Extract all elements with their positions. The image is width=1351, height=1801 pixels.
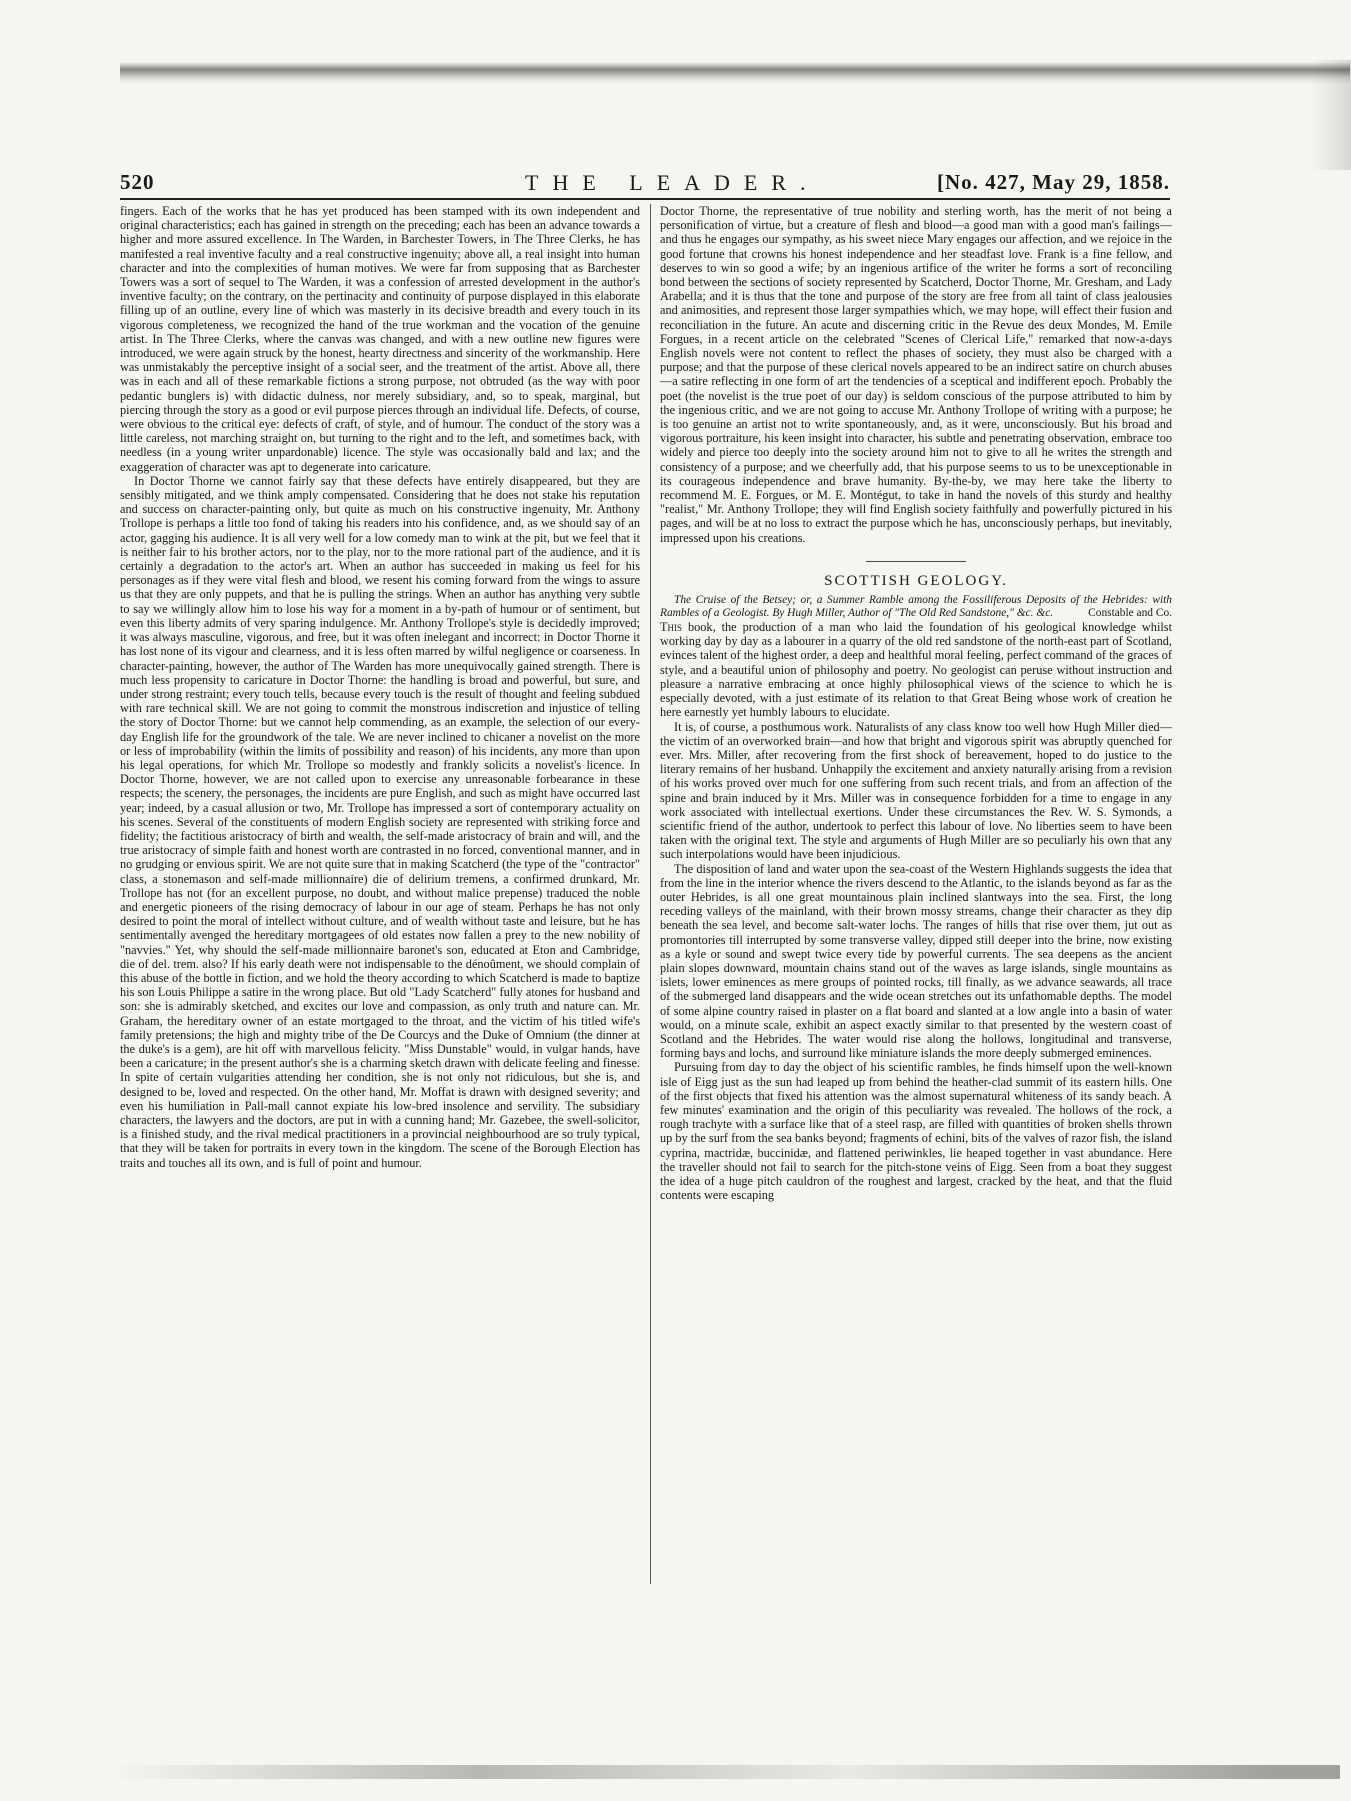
- masthead: [120, 170, 1170, 200]
- section-title: SCOTTISH GEOLOGY.: [824, 572, 1008, 589]
- edge-smudge: [1311, 60, 1351, 170]
- paragraph: fingers. Each of the works that he has yet produced has been stamped with its own independent and original characteristics; each has gained in strength on the preceding; each has been an advance towards a higher and more assured excellence. In The Warden, in Barchester Towers, in The Three Clerks, he has manifested a real inventive faculty and a real constructive ingenuity; above all, a real insight into human character and into the complexities of human motives. We were far from supposing that as Barchester Towers was a sort of sequel to The Warden, it was a confession of arrested development in the author's inventive faculty; on the contrary, on the pertinacity and continuity of purpose displayed in this elaborate filling up of an outline, every line of which was masterly in its decisive breadth and every touch in its vigorous completeness, we recognized the hand of the true workman and the vocation of the genuine artist. In The Three Clerks, where the canvas was changed, and with a new outline new figures were introduced, we were again struck by the honest, hearty directness and sincerity of the workmanship. Here was unmistakably the perceptive insight of a social seer, and the treatment of the artist. Above all, there was in each and all of these remarkable fictions a strong purpose, not obtruded (as the way with poor pedantic bunglers is) with didactic dulness, nor merely subsidiary, and, so to speak, marginal, but piercing through the story as a good or evil purpose pierces through an individual life. Defects, of course, were obvious to the critical eye: defects of craft, of style, and of humour. The conduct of the story was a little careless, not marching straight on, but turning to the right and to the left, and sometimes back, with needless (in a young writer unpardonable) licence. The style was occasionally bald and lax; and the exaggeration of character was apt to degenerate into caricature.: [120, 204, 640, 474]
- left-column: [120, 204, 640, 1170]
- header-rule: [120, 198, 1170, 200]
- page-number: 520: [120, 170, 155, 194]
- paragraph: In Doctor Thorne we cannot fairly say that these defects have entirely disappeared, but they are sensibly mitigated, and we think amply compensated. Considering that he does not stake his reputation and success on character-painting only, but quite as much on his constructive ingenuity, Mr. Anthony Trollope is perhaps a little too fond of taking his readers into his confidence, and, as we should say of an actor, gagging his audience. It is all very well for a low comedy man to wink at the pit, but we feel that it is neither fair to his brother actors, nor to the play, nor to the more rational part of the audience, and it is certainly a degradation to the actor's art. When an author has succeeded in making us feel for his personages as if they were vital flesh and blood, we resent his coming forward from the wings to assure us that they are only puppets, and that he is pulling the strings. When an author has anything very subtle to say we willingly allow him to lose his way for a moment in a by-path of humour or of sentiment, but even this liberty admits of very sparing indulgence. Mr. Anthony Trollope's style is decidedly improved; it was always masculine, vigorous, and free, but it was often inelegant and incorrect: in Doctor Thorne it has lost none of its vigour and clearness, and it is less often marred by wilful negligence or coarseness. In character-painting, however, the author of The Warden has more unequivocally gained strength. There is much less propensity to caricature in Doctor Thorne: the handling is broad and powerful, but sure, and under strong restraint; every touch tells, because every touch is the result of thought and feeling subdued with rare technical skill. We are not going to commit the monstrous indiscretion and injustice of telling the story of Doctor Thorne: but we cannot help commending, as an example, the selection of our every-day English life for the groundwork of the tale. We are never inclined to chicaner a novelist on the more or less of improbability (within the limits of possibility and reason) of his incidents, any more than upon his legal operations, for which Mr. Trollope so modestly and frankly solicits a novelist's licence. In Doctor Thorne, however, we are not called upon to exercise any unreasonable forbearance in these respects; the scenery, the personages, the incidents are pure English, and such as might have occurred last year; indeed, by a casual allusion or two, Mr. Trollope has impressed a sort of contemporary actuality on his scenes. Several of the constituents of modern English society are represented with striking force and fidelity; the factitious aristocracy of birth and wealth, the self-made aristocracy of brain and will, and the true aristocracy of simple faith and honest worth are contrasted in no forced, conventional manner, and in no grudging or envious spirit. We are not quite sure that in making Scatcherd (the type of the "contractor" class, a stonemason and self-made millionnaire) die of delirium tremens, a confirmed drunkard, Mr. Trollope has not (for an excellent purpose, no doubt, and without malice prepense) traduced the noble and energetic pioneers of the rising democracy of labour in our age of steam. Perhaps he has not only desired to point the moral of intellect without culture, and of wealth without taste and leisure, but he has sentimentally avenged the hereditary mortgagees of old estates now fallen a prey to the new nobility of "navvies." Yet, why should the self-made millionnaire baronet's son, educated at Eton and Cambridge, die of del. trem. also? If his early death were not indispensable to the dénoûment, we should complain of this abuse of the bottle in fiction, and we hold the theory according to which Scatcherd is made to baptize his son Louis Philippe a satire in the wrong place. But old "Lady Scatcherd" fully atones for husband and son: she is admirably sketched, and excites our love and compassion, as only truth and nature can. Mr. Graham, the hereditary owner of an estate mortgaged to the throat, and the victim of his titled wife's family pretensions; the high and mighty tribe of the De Courcys and the Duke of Omnium (the dinner at the duke's is a gem), are hit off with marvellous felicity. "Miss Dunstable" would, in vulgar hands, have been a caricature; in the present author's she is a charming sketch drawn with delicate feeling and finesse. In spite of certain vulgarities attending her condition, she is not only not ridiculous, but she is, and designed to be, loved and respected. On the other hand, Mr. Moffat is drawn with designed severity; and even his humiliation in Pall-mall cannot expiate his low-bred insolence and servility. The subsidiary characters, the lawyers and the doctors, are put in with a cunning hand; Mr. Gazebee, the swell-solicitor, is a finished study, and the rival medical practitioners in a provincial neighbourhood are so truly typical, that they will be taken for portraits in every town in the kingdom. The scene of the Borough Election has traits and touches all its own, and is full of point and humour.: [120, 473, 640, 1170]
- review-heading: [660, 594, 1172, 620]
- section-divider: [866, 561, 966, 562]
- paragraph: Pursuing from day to day the object of his scientific rambles, he finds himself upon the well-known isle of Eigg just as the sun had leaped up from behind the heather-clad summit of its eastern hills. One of the first objects that fixed his attention was the almost supernatural whiteness of its sandy beach. A few minutes' examination and the origin of this peculiarity was revealed. The hollows of the rock, a rough trachyte with a surface like that of a steel rasp, are filled with quantities of broken shells thrown up by the surf from the sea banks beyond; fragments of echini, bits of the valves of razor fish, the island cyprina, mactridæ, buccinidæ, and flattened periwinkles, lie heaped together in vast abundance. Here the traveller should not fail to search for the pitch-stone veins of Eigg. Seen from a boat they suggest the idea of a huge pitch cauldron of the roughest and largest, cracked by the heat, and that the fluid contents were escaping: [660, 1060, 1172, 1203]
- top-print-smear: [120, 62, 1350, 84]
- right-column: [660, 204, 1172, 1202]
- review-publisher: Constable and Co.: [1088, 607, 1172, 620]
- newspaper-title: THE LEADER.: [525, 170, 820, 195]
- paragraph-text: book, the production of a man who laid the foundation of his geological knowledge whilst working day by day as a labourer in a quarry of the old red sandstone of the north-east part of Scotland, evinces talent of the highest order, a deep and healthful moral feeling, perfect command of the graces of style, and a beautiful union of philosophy and poetry. No geologist can peruse without instruction and pleasure a narrative embracing at once highly philosophical views of the science to which he is especially devoted, with a just estimate of its relation to that Great Being whose work of creation he here earnestly yet humbly labours to elucidate.: [660, 620, 1172, 720]
- issue-date: [No. 427, May 29, 1858.: [937, 170, 1170, 194]
- lead-word: This: [660, 620, 683, 635]
- paragraph: The disposition of land and water upon the sea-coast of the Western Highlands suggests the idea that from the line in the interior whence the rivers descend to the Atlantic, to the islands beyond as far as the outer Hebrides, is all one great mountainous plain inclined slantways into the sea. First, the long receding valleys of the mainland, with their brown mossy streams, change their character as they dip beneath the sea level, and become salt-water lochs. The ranges of hills that rise over them, jut out as promontories till interrupted by some transverse valley, dipped still deeper into the brine, now existing as a kyle or sound and swept twice every tide by powerful currents. The sea deepens as the ancient plain slopes downward, mountain chains stand out of the waves as large islands, single mountains as islets, lower eminences as mere groups of pointed rocks, till finally, as we advance seawards, all trace of the submerged land disappears and the wide ocean stretches out its unfathomable depths. The model of some alpine country raised in plaster on a flat board and slanted at a low angle into a basin of water would, on a minute scale, exhibit an aspect exactly similar to that presented by the western coast of Scotland and the Hebrides. The water would rise along the hollows, longitudinal and transverse, forming bays and lochs, and surround like miniature islands the more deeply submerged eminences.: [660, 861, 1172, 1061]
- review-book-title: The Cruise of the Betsey; or, a Summer Ramble among the Fossiliferous Deposits of the Hebrides: with Rambles of a Geologist. By Hugh Miller, Author of "The Old Red Sandstone," &c. &c.: [660, 594, 1172, 620]
- paragraph: Doctor Thorne, the representative of true nobility and sterling worth, has the merit of not being a personification of virtue, but a creature of flesh and blood—a good man with a good man's failings—and thus he engages our sympathy, as his sweet niece Mary engages our affection, and we rejoice in the good fortune that crowns his honest independence and her steadfast love. Frank is a fine fellow, and deserves to win so good a wife; by an ingenious artifice of the writer he forms a sort of reconciling bond between the sections of society represented by Scatcherd, Doctor Thorne, Mr. Gresham, and Lady Arabella; and it is thus that the tone and purpose of the story are free from all taint of class jealousies and animosities, and represent those larger sympathies which, we may hope, will effect their fusion and reconciliation in the future. An acute and discerning critic in the Revue des deux Mondes, M. Emile Forgues, in a recent article on the celebrated "Scenes of Clerical Life," remarked that now-a-days English novels were not content to reflect the phases of society, they must also be charged with a purpose; and that the purpose of these clerical novels appeared to be an indirect satire on church abuses—a satire reflecting in one form of art the tendencies of a sceptical and indifferent epoch. Probably the poet (the novelist is the true poet of our day) is seldom conscious of the purpose attributed to him by the ingenious critic, and we are not going to accuse Mr. Anthony Trollope of writing with a purpose; he is too genuine an artist not to write spontaneously, and, as it were, unconsciously. But his broad and vigorous portraiture, his keen insight into character, his subtle and penetrating observation, embrace too widely and pierce too deeply into the society around him not to give to all he writes the strength and consistency of a purpose; and we cheerfully add, that his purpose seems to us to be unexceptionable in its courageous independence and brave humanity. By-the-by, we may here take the liberty to recommend M. E. Forgues, or M. E. Montégut, to take in hand the novels of this sturdy and healthy "realist," Mr. Anthony Trollope; they will find English society faithfully and powerfully pictured in his pages, and will be at no loss to extract the purpose which he has, unconsciously perhaps, but inevitably, impressed upon his creations.: [660, 204, 1172, 545]
- bottom-print-smear: [110, 1765, 1340, 1779]
- paragraph: It is, of course, a posthumous work. Naturalists of any class know too well how Hugh Miller died—the victim of an overworked brain—and how that bright and vigorous spirit was abruptly quenched for ever. Mrs. Miller, after recovering from the first shock of bereavement, hoped to do justice to the literary remains of her husband. Unhappily the excitement and anxiety naturally arising from a revision of his works proved over much for one suffering from such recent trials, and from an affection of the spine and brain induced by it Mrs. Miller was in consequence forbidden for a time to engage in any work associated with intellectual exertions. Under these circumstances the Rev. W. S. Symonds, a scientific friend of the author, undertook to perfect this labour of love. No liberties seem to have been taken with the original text. The style and arguments of Hugh Miller are so peculiarly his own that any such interpolations would have been injudicious.: [660, 719, 1172, 862]
- paragraph: [660, 620, 1172, 719]
- column-divider: [650, 204, 651, 1584]
